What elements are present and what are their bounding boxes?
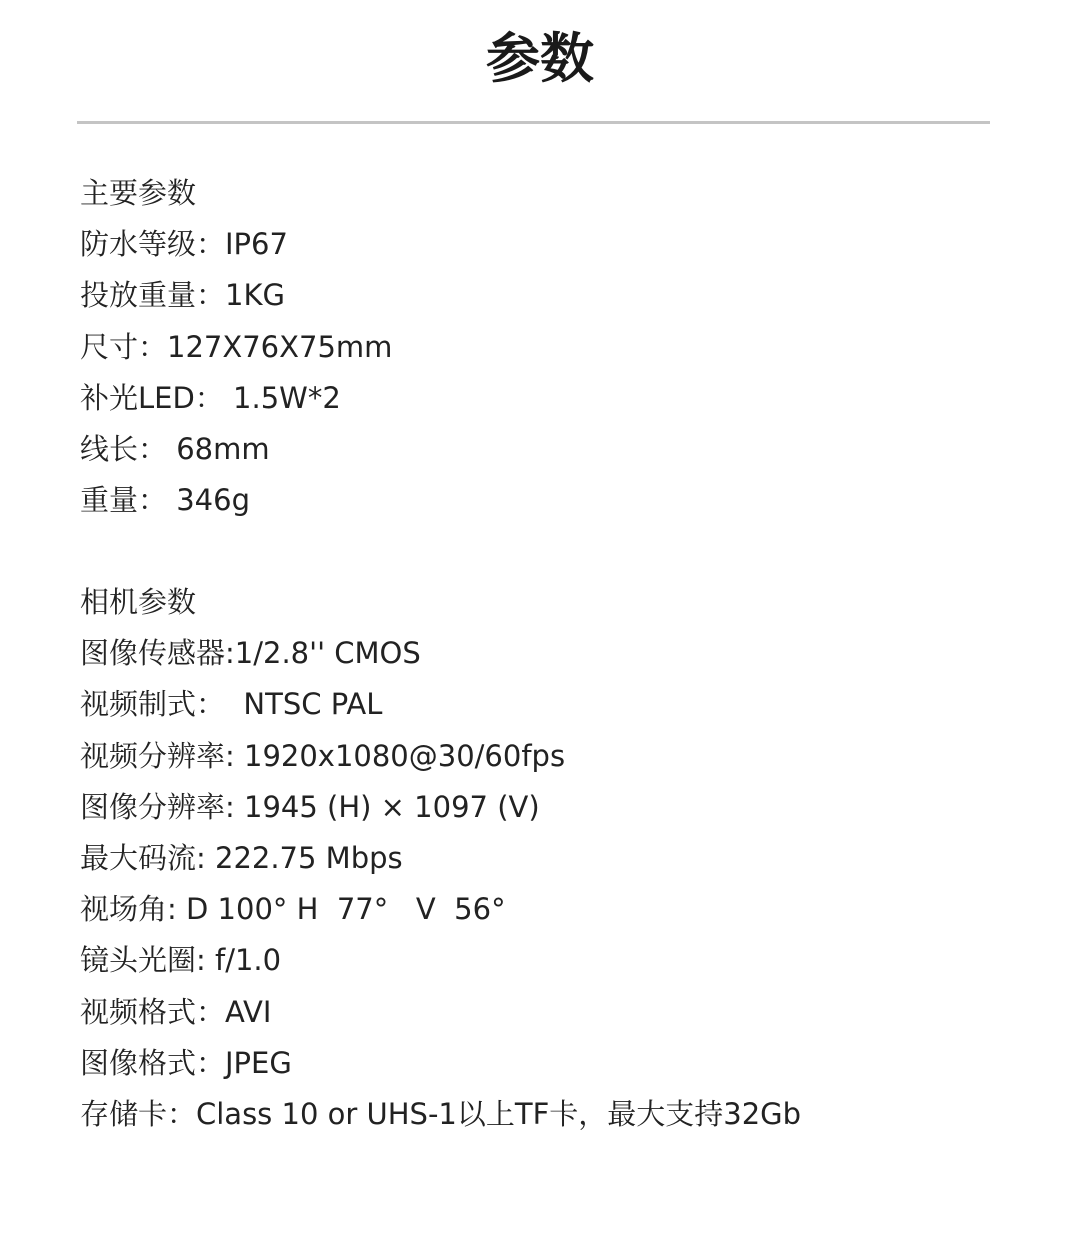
title-divider — [77, 121, 990, 124]
section-heading-main-params: 主要参数 — [80, 176, 197, 210]
spec-fill-light-led: 补光LED： 1.5W*2 — [80, 380, 341, 415]
spec-drop-weight: 投放重量：1KG — [80, 278, 285, 313]
spec-dimensions: 尺寸：127X76X75mm — [80, 329, 393, 364]
spec-weight: 重量： 346g — [80, 483, 250, 518]
spec-video-format: 视频格式：AVI — [80, 994, 272, 1029]
spec-storage-card: 存储卡：Class 10 or UHS-1以上TF卡，最大支持32Gb — [80, 1096, 802, 1131]
section-heading-camera-params: 相机参数 — [80, 585, 197, 619]
spec-video-standard: 视频制式： NTSC PAL — [80, 687, 383, 722]
camera-params-section — [80, 577, 1040, 1140]
spec-video-resolution: 视频分辨率: 1920x1080@30/60fps — [80, 738, 566, 773]
spec-image-format: 图像格式：JPEG — [80, 1045, 292, 1080]
spec-cable-length: 线长： 68mm — [80, 431, 270, 466]
spec-max-bitrate: 最大码流: 222.75 Mbps — [80, 840, 403, 875]
spec-waterproof-rating: 防水等级：IP67 — [80, 227, 288, 262]
spec-image-sensor: 图像传感器:1/2.8'' CMOS — [80, 636, 421, 671]
page-title: 参数 — [486, 27, 594, 90]
spec-lens-aperture: 镜头光圈: f/1.0 — [80, 943, 282, 978]
spec-field-of-view: 视场角: D 100° H 77° V 56° — [80, 892, 506, 927]
main-params-section — [80, 168, 1040, 526]
spec-image-resolution: 图像分辨率: 1945 (H) × 1097 (V) — [80, 789, 540, 824]
